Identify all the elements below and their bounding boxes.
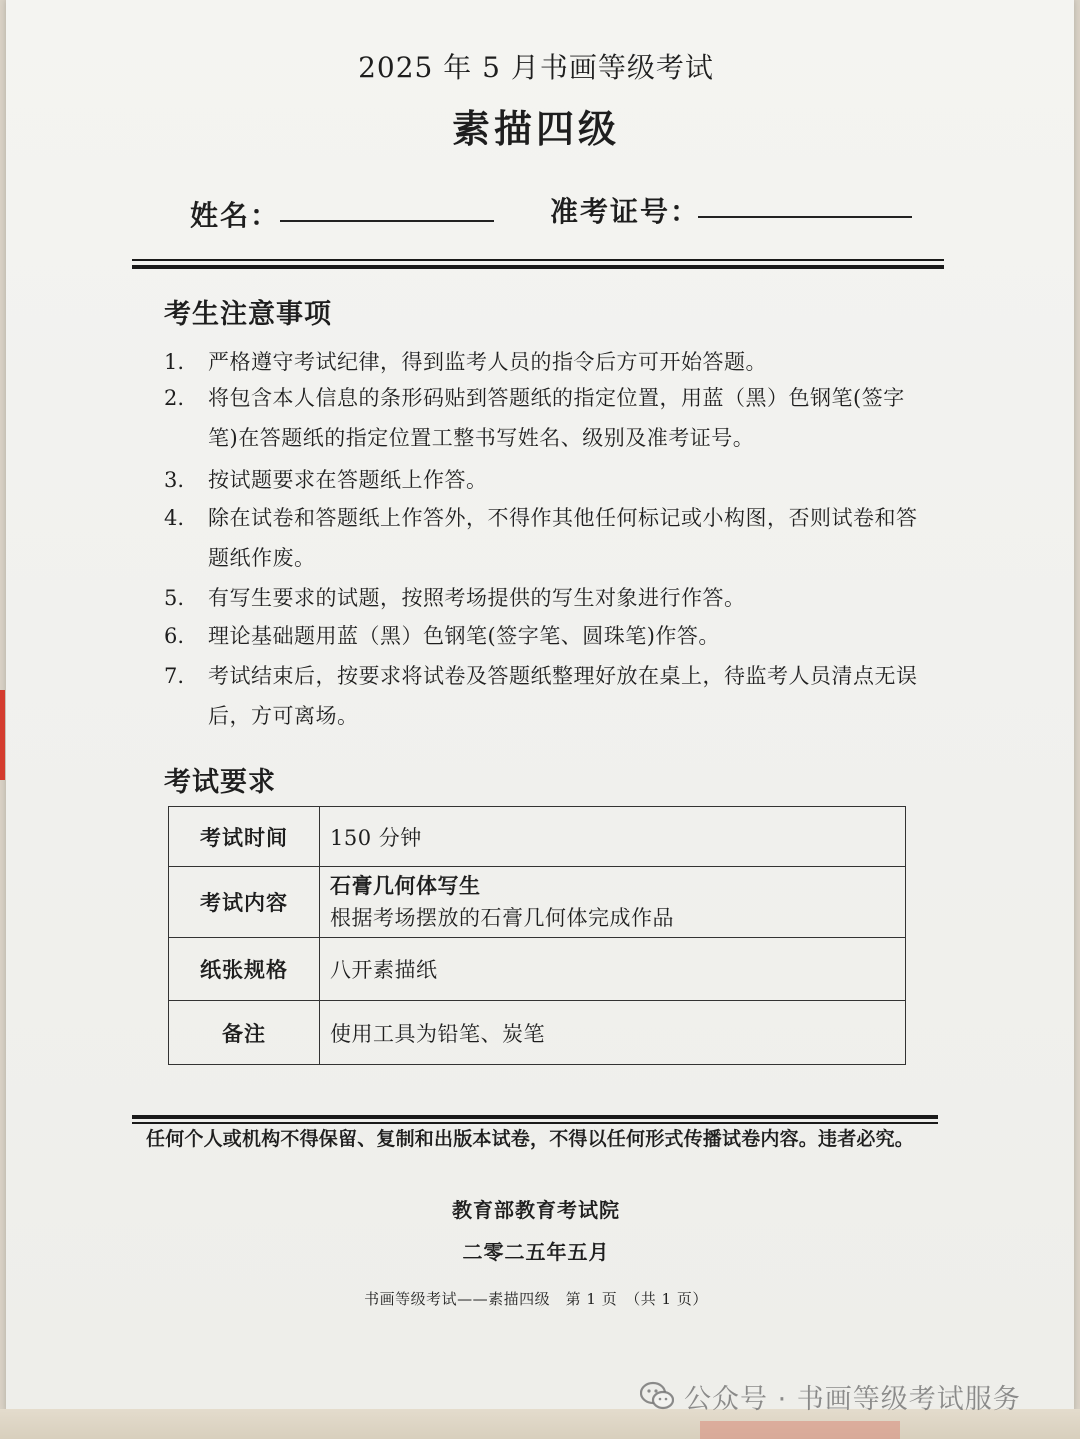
notice-item-number: 4. <box>164 506 185 530</box>
notice-item-number: 1. <box>164 350 185 374</box>
notice-item <box>164 460 924 500</box>
table-key-cell: 考试内容 <box>169 867 320 938</box>
table-row <box>169 938 906 1001</box>
notice-item <box>164 656 924 736</box>
content-subject: 石膏几何体写生 <box>330 873 481 898</box>
notice-item-number: 3. <box>164 468 185 492</box>
page-info: 书画等级考试——素描四级 第 1 页 （共 1 页） <box>364 1290 708 1308</box>
notice-item-number: 7. <box>164 664 185 688</box>
table-value-cell: 150 分钟 <box>320 807 906 867</box>
exam-title: 2025 年 5 月书画等级考试 <box>358 51 714 84</box>
header-rule-bottom <box>132 265 944 269</box>
watermark-text: 公众号 · 书画等级考试服务 <box>684 1383 1021 1415</box>
notice-item <box>164 378 924 458</box>
notice-item <box>164 342 924 382</box>
notice-item-text: 将包含本人信息的条形码贴到答题纸的指定位置，用蓝（黑）色钢笔(签字笔)在答题纸的指定位置工整书写姓名、级别及准考证号。 <box>208 386 905 450</box>
table-value-cell: 使用工具为铅笔、炭笔 <box>320 1001 906 1065</box>
header-rule-top <box>132 259 944 261</box>
red-edge-mark <box>0 690 5 780</box>
notice-item <box>164 578 924 618</box>
table-row <box>169 1001 906 1065</box>
ticket-blank <box>698 216 912 218</box>
requirements-title: 考试要求 <box>164 767 276 798</box>
table-key-cell: 备注 <box>169 1001 320 1065</box>
table-key-cell: 考试时间 <box>169 807 320 867</box>
notice-item-text: 严格遵守考试纪律，得到监考人员的指令后方可开始答题。 <box>208 350 767 374</box>
red-bottom-mark <box>700 1421 900 1439</box>
notice-item-text: 按试题要求在答题纸上作答。 <box>208 468 488 492</box>
wechat-icon <box>640 1381 674 1411</box>
table-value-cell <box>320 867 906 938</box>
ticket-label: 准考证号： <box>550 195 701 228</box>
table-value-cell: 八开素描纸 <box>320 938 906 1001</box>
notice-item <box>164 498 924 578</box>
issue-date: 二零二五年五月 <box>462 1240 610 1264</box>
requirements-table <box>168 806 906 1065</box>
notice-item-number: 5. <box>164 586 185 610</box>
name-blank <box>280 220 494 222</box>
name-label: 姓名： <box>190 199 281 232</box>
notice-item-number: 6. <box>164 624 185 648</box>
exam-paper <box>6 0 1074 1412</box>
watermark <box>640 1376 1021 1416</box>
issuer: 教育部教育考试院 <box>452 1198 620 1222</box>
table-row <box>169 807 906 867</box>
notice-item-text: 考试结束后，按要求将试卷及答题纸整理好放在桌上，待监考人员清点无误后，方可离场。 <box>208 664 918 728</box>
notice-item-number: 2. <box>164 386 185 410</box>
notice-item <box>164 616 924 656</box>
notice-title: 考生注意事项 <box>164 299 332 330</box>
notice-item-text: 有写生要求的试题，按照考场提供的写生对象进行作答。 <box>208 586 746 610</box>
level-title: 素描四级 <box>451 106 620 151</box>
table-row <box>169 867 906 938</box>
table-key-cell: 纸张规格 <box>169 938 320 1001</box>
footer-rule-top <box>132 1115 938 1119</box>
copyright-notice: 任何个人或机构不得保留、复制和出版本试卷，不得以任何形式传播试卷内容。违者必究。 <box>146 1128 915 1150</box>
notice-item-text: 理论基础题用蓝（黑）色钢笔(签字笔、圆珠笔)作答。 <box>208 624 720 648</box>
content-description: 根据考场摆放的石膏几何体完成作品 <box>330 906 674 930</box>
notice-item-text: 除在试卷和答题纸上作答外，不得作其他任何标记或小构图，否则试卷和答题纸作废。 <box>208 506 918 570</box>
